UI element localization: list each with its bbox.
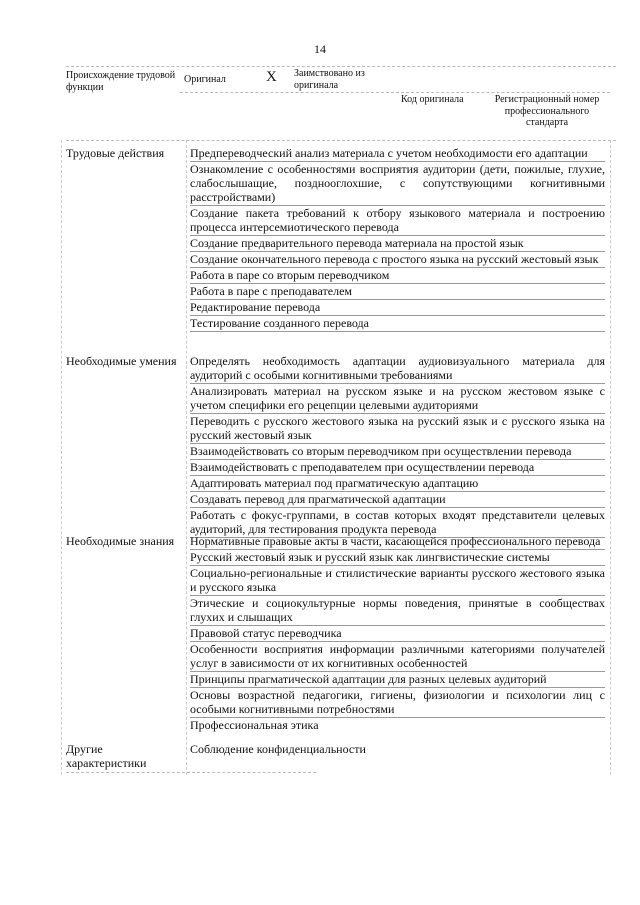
original-checkmark: X <box>266 69 277 85</box>
original-label: Оригинал <box>184 74 226 85</box>
list-item: Тестирование созданного перевода <box>190 316 605 332</box>
list-item: Создание предварительного перевода материала на простой язык <box>190 236 605 252</box>
list-item: Создание пакета требований к отбору языкового материала и построению процесса интерсемиотического перевода <box>190 206 605 234</box>
list-item: Создание окончательного перевода с простого языка на русский жестовый язык <box>190 252 605 268</box>
list-item: Правовой статус переводчика <box>190 626 605 642</box>
section-label: Другие характеристики <box>66 742 147 770</box>
borrowed-label: Заимствовано из оригинала <box>294 68 365 91</box>
section-items <box>190 146 605 332</box>
list-item: Социально-региональные и стилистические варианты русского жестового языка и русского языка <box>190 566 605 594</box>
list-item: Предпереводческий анализ материала с учетом необходимости его адаптации <box>190 146 605 162</box>
original-code-label: Код оригинала <box>401 94 464 105</box>
header-bottom-border <box>66 140 616 141</box>
list-item: Работа в паре с преподавателем <box>190 284 605 300</box>
list-item: Взаимодействовать со вторым переводчиком при осуществлении перевода <box>190 444 605 460</box>
list-item: Нормативные правовые акты в части, касающейся профессионального перевода <box>190 534 605 550</box>
table-bottom-border <box>66 772 316 773</box>
registration-number-label: Регистрационный номер профессионального стандарта <box>494 94 600 128</box>
table-right-border <box>610 140 611 775</box>
list-item: Определять необходимость адаптации аудиовизуального материала для аудиторий с особыми когнитивными требованиями <box>190 354 605 382</box>
page-number: 14 <box>314 42 326 56</box>
section-label: Необходимые умения <box>66 354 177 368</box>
list-item: Анализировать материал на русском языке и на русском жестовом языке с учетом специфики его рецепции целевыми аудиториями <box>190 384 605 412</box>
list-item: Этические и социокультурные нормы поведения, принятые в сообществах глухих и слышащих <box>190 596 605 624</box>
header-mid-border <box>180 92 610 93</box>
list-item: Профессиональная этика <box>190 718 319 732</box>
section-items <box>190 354 605 538</box>
list-item: Особенности восприятия информации различными категориями получателей услуг в зависимости от их когнитивных особенностей <box>190 642 605 670</box>
section-label: Трудовые действия <box>66 146 165 160</box>
section-items <box>190 534 605 733</box>
list-item: Адаптировать материал под прагматическую адаптацию <box>190 476 605 492</box>
list-item: Русский жестовый язык и русский язык как лингвистические системы <box>190 550 605 566</box>
table-left-border <box>61 140 62 775</box>
table-column-divider <box>186 140 187 775</box>
list-item: Переводить с русского жестового языка на русский язык и с русского языка на русский жестовый язык <box>190 414 605 442</box>
section-label: Необходимые знания <box>66 534 175 548</box>
list-item: Принципы прагматической адаптации для разных целевых аудиторий <box>190 672 605 688</box>
origin-label: Происхождение трудовой функции <box>66 70 176 93</box>
list-item: Взаимодействовать с преподавателем при осуществлении перевода <box>190 460 605 476</box>
list-item: Основы возрастной педагогики, гигиены, физиологии и психологии лиц с особыми когнитивными потребностями <box>190 688 605 716</box>
list-item: Работа в паре со вторым переводчиком <box>190 268 605 284</box>
section-items <box>190 742 605 757</box>
list-item: Работать с фокус-группами, в состав которых входят представители целевых аудиторий, для тестирования продукта перевода <box>190 508 605 536</box>
list-item: Создавать перевод для прагматической адаптации <box>190 492 605 508</box>
header-top-border <box>66 66 616 67</box>
list-item: Редактирование перевода <box>190 300 605 316</box>
list-item: Ознакомление с особенностями восприятия аудитории (дети, пожилые, глухие, слабослышащие, позднооглохшие, с сопутствующими когнитивными расстройствами) <box>190 162 605 204</box>
list-item: Соблюдение конфиденциальности <box>190 742 366 756</box>
